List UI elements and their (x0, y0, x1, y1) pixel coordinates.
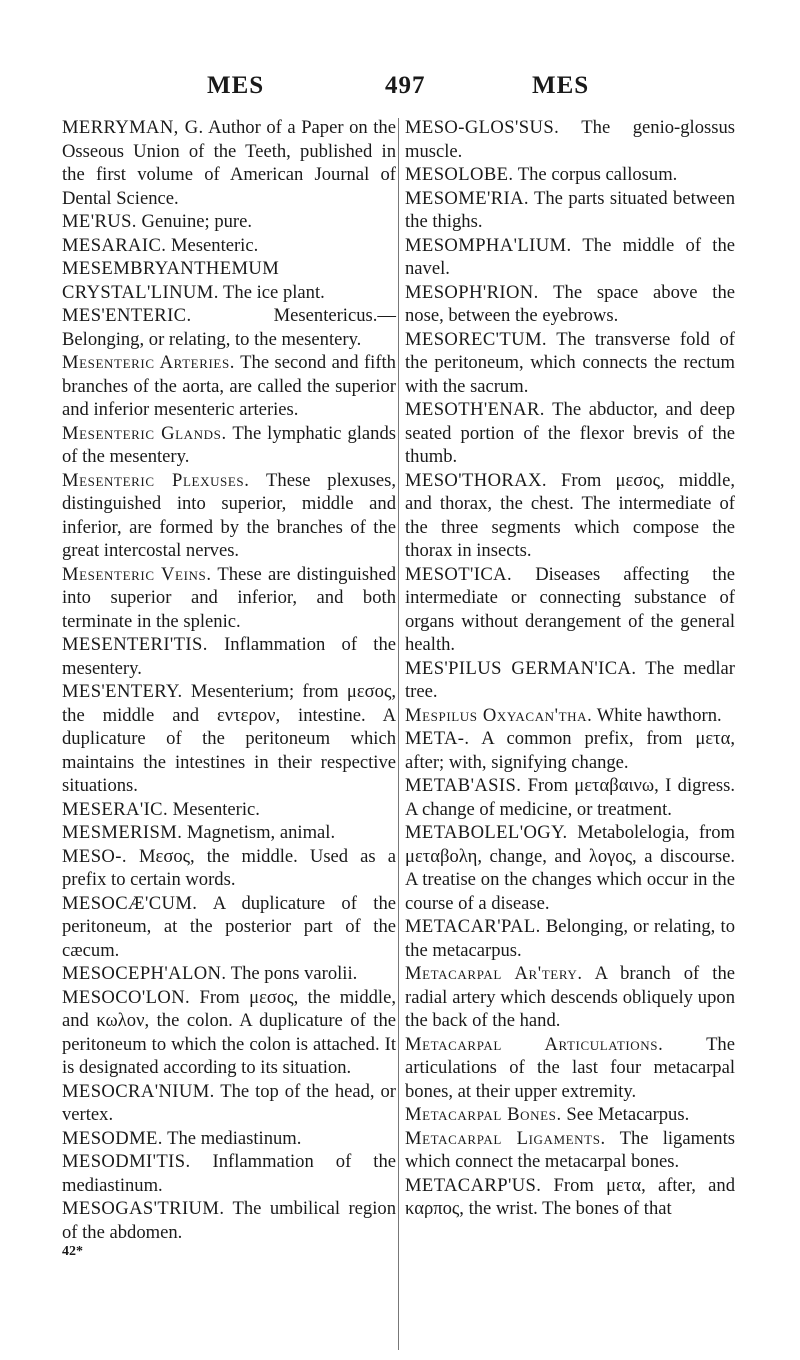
entry: Mespilus Oxyacan'tha. White hawthorn. (405, 704, 722, 726)
entry: MES'ENTERIC. Mesentericus.— Belonging, or relating, to the mesentery. (62, 305, 396, 350)
entry: Mesenteric Glands. The lymphatic glands of the mesentery. (62, 422, 396, 467)
header-right-guide-word: MES (532, 72, 590, 99)
entry: MESMERISM. Magnetism, animal. (62, 822, 336, 843)
entry: MESERA'IC. Mesenteric. (62, 798, 260, 820)
page-number: 497 (385, 72, 426, 99)
left-column (62, 116, 396, 1260)
entry: Mesenteric Plexuses. These plexuses, distinguished into superior, middle and inferior, are formed by the branches of the great intercostal nerves. (62, 469, 396, 561)
entry: MESO'THORAX. From μεσος, middle, and thorax, the chest. The intermediate of the three segments which compose the thorax in insects. (405, 469, 735, 561)
entry: METACARP'US. From μετα, after, and καρπος, the wrist. The bones of that (405, 1174, 735, 1219)
entry: Metacarpal Ligaments. The ligaments which connect the metacarpal bones. (405, 1127, 735, 1172)
entry: MESOT'ICA. Diseases affecting the intermediate or connecting substance of organs without derangement of the general health. (405, 563, 735, 655)
entry: Metacarpal Articulations. The articulations of the last four metacarpal bones, at their upper extremity. (405, 1033, 735, 1102)
entry: MESOCRA'NIUM. The top of the head, or vertex. (62, 1080, 396, 1125)
entry: ME'RUS. Genuine; pure. (62, 211, 253, 232)
entry: MESO-. Μεσος, the middle. Used as a prefix to certain words. (62, 845, 396, 890)
column-divider (398, 118, 399, 1350)
entry: MESODMI'TIS. Inflammation of the mediastinum. (62, 1151, 396, 1196)
header-left-guide-word: MES (207, 72, 265, 99)
entry: METAB'ASIS. From μεταβαινω, I digress. A change of medicine, or treatment. (405, 775, 735, 820)
entry: MESEMBRYANTHEMUM CRYSTAL'LINUM. The ice plant. (62, 258, 325, 303)
entry: MESOCO'LON. From μεσος, the middle, and κωλον, the colon. A duplicature of the peritoneum to which the colon is attached. It is designated according to its situation. (62, 986, 396, 1078)
entry: MESOCÆ'CUM. A duplicature of the peritoneum, at the posterior part of the cæcum. (62, 892, 396, 961)
entry: MESOGAS'TRIUM. The umbilical region of the abdomen. (62, 1198, 396, 1243)
entry: MERRYMAN, G. Author of a Paper on the Osseous Union of the Teeth, published in the first volume of American Journal of Dental Science. (62, 117, 396, 209)
entry: MESOME'RIA. The parts situated between the thighs. (405, 187, 735, 232)
entry: MESOTH'ENAR. The abductor, and deep seated portion of the flexor brevis of the thumb. (405, 399, 735, 467)
right-column (405, 116, 735, 1221)
entry: MESOMPHA'LIUM. The middle of the navel. (405, 234, 735, 279)
entry: MESOPH'RION. The space above the nose, between the eyebrows. (405, 281, 735, 326)
entry: Mesenteric Arteries. The second and fifth branches of the aorta, are called the superior and inferior mesenteric arteries. (62, 352, 396, 420)
running-header (0, 72, 800, 112)
entry: META-. A common prefix, from μετα, after; with, signifying change. (405, 728, 735, 773)
entry: MESO-GLOS'SUS. The genio-glossus muscle. (405, 117, 735, 162)
entry: MES'PILUS GERMAN'ICA. The medlar tree. (405, 657, 736, 702)
entry: Metacarpal Bones. See Metacarpus. (405, 1104, 690, 1125)
entry: MES'ENTERY. Mesenterium; from μεσος, the middle and εντερον, intestine. A duplicature of the peritoneum which maintains the intestines in their respective situations. (62, 681, 396, 796)
entry: MESOLOBE. The corpus callosum. (405, 164, 678, 185)
entry: METABOLEL'OGY. Metabolelogia, from μεταβολη, change, and λογος, a discourse. A treatise on the changes which occur in the course of a disease. (405, 822, 735, 914)
entry: Metacarpal Ar'tery. A branch of the radial artery which descends obliquely upon the back of the hand. (405, 963, 735, 1031)
entry: Mesenteric Veins. These are distinguished into superior and inferior, and both terminate in the splenic. (62, 563, 396, 632)
entry: MESOCEPH'ALON. The pons varolii. (62, 963, 358, 984)
entry: MESODME. The mediastinum. (62, 1127, 302, 1149)
entry: MESENTERI'TIS. Inflammation of the mesentery. (62, 634, 396, 679)
entry: MESOREC'TUM. The transverse fold of the peritoneum, which connects the rectum with the sacrum. (405, 328, 735, 397)
signature-mark: 42* (62, 1244, 83, 1259)
entry: MESARAIC. Mesenteric. (62, 234, 259, 256)
entry: METACAR'PAL. Belonging, or relating, to the metacarpus. (405, 916, 735, 961)
